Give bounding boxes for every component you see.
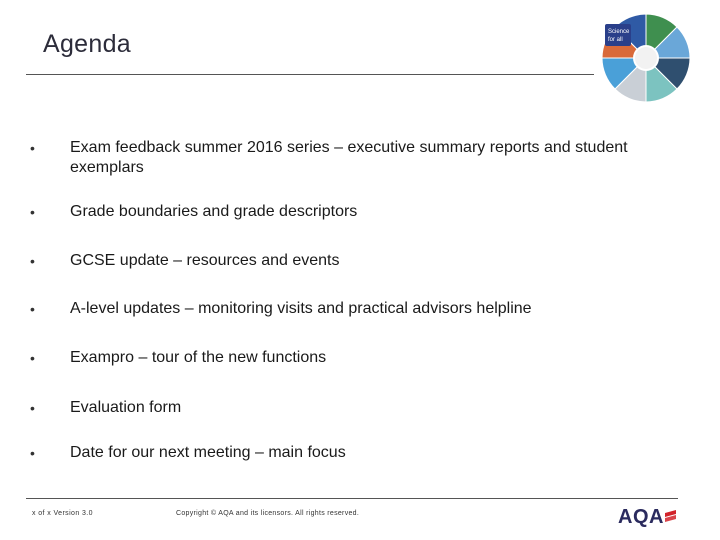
bullet-icon: • (30, 204, 35, 220)
bullet-icon: • (30, 253, 35, 269)
agenda-item-text: Exam feedback summer 2016 series – executive summary reports and student exemplars (70, 139, 628, 176)
badge-line-2: for all (608, 37, 623, 43)
agenda-item-text: A-level updates – monitoring visits and practical advisors helpline (70, 300, 532, 317)
science-wheel-logo (596, 12, 696, 104)
page-title: Agenda (43, 30, 131, 58)
agenda-item-text: Date for our next meeting – main focus (70, 444, 346, 461)
agenda-item-text: Evaluation form (70, 399, 182, 416)
agenda-item-text: GCSE update – resources and events (70, 252, 340, 269)
bullet-icon: • (30, 350, 35, 366)
agenda-item-text: Grade boundaries and grade descriptors (70, 203, 358, 220)
aqa-logo: AQA (618, 506, 664, 528)
bullet-icon: • (30, 445, 35, 461)
bullet-icon: • (30, 140, 35, 156)
bullet-icon: • (30, 400, 35, 416)
aqa-mark-icon (664, 509, 678, 523)
badge-line-1: Science (608, 29, 630, 35)
footer-page-version: x of x Version 3.0 (32, 510, 93, 517)
agenda-item-text: Exampro – tour of the new functions (70, 349, 327, 366)
footer-divider (26, 498, 678, 499)
footer-copyright: Copyright © AQA and its licensors. All rights reserved. (176, 510, 360, 517)
bullet-icon: • (30, 301, 35, 317)
title-divider (26, 74, 594, 75)
